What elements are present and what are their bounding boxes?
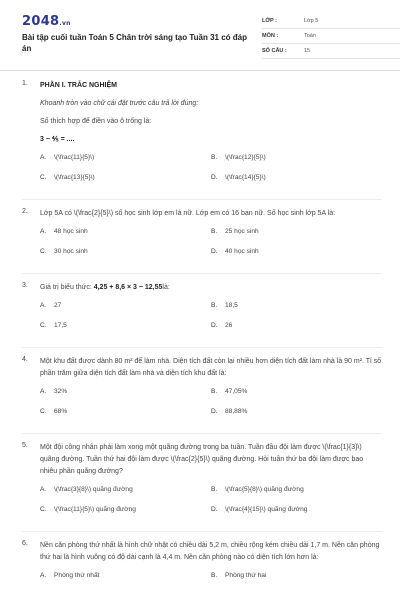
option-text: \(\frac{5}{8}\) quãng đường <box>225 486 304 493</box>
meta-value: Toán <box>304 33 316 39</box>
options <box>40 226 382 266</box>
option-a[interactable] <box>40 152 211 164</box>
question-divider <box>22 433 382 434</box>
option-text: 18,5 <box>225 302 238 309</box>
option-text: 47,05% <box>225 388 248 395</box>
option-a[interactable] <box>40 484 211 496</box>
header-divider <box>0 70 400 71</box>
option-text: 88,88% <box>225 408 248 415</box>
options <box>40 484 382 524</box>
option-letter: B. <box>211 154 218 161</box>
option-text: 30 học sinh <box>54 248 88 255</box>
question-text-suffix: là: <box>162 284 170 291</box>
logo-main: 2048 <box>22 14 60 29</box>
option-letter: A. <box>40 388 47 395</box>
logo-suffix: .vn <box>59 20 71 27</box>
option-letter: D. <box>211 506 218 513</box>
question-5 <box>22 442 382 524</box>
option-text: \(\frac{13}{5}\) <box>54 174 95 181</box>
question-number: 6. <box>22 540 28 547</box>
question-text: Một khu đất được dành 80 m² để làm nhà. Diện tích đất còn lại nhiều hơn diện tích đất làm nhà là 90 m². Tỉ số phần trăm giữa diện tích đất làm nhà và diện tích khu đất là: <box>40 358 381 377</box>
option-text: \(\frac{4}{15}\) quãng đường <box>225 506 308 513</box>
site-logo[interactable] <box>22 14 71 29</box>
option-text: 17,5 <box>54 322 67 329</box>
question-text: Nền căn phòng thứ nhất là hình chữ nhật có chiều dài 5,2 m, chiều rộng kém chiều dài 1,7 m. Nền căn phòng thứ hai là hình vuông có độ dài cạnh là 4,4 m. Nền căn phòng nào có diện tích lớn hơn là: <box>40 542 380 561</box>
option-c[interactable] <box>40 504 211 516</box>
option-letter: B. <box>211 572 218 579</box>
question-4 <box>22 356 382 426</box>
question-expression: 4,25 + 8,6 × 3 − 12,55 <box>93 284 163 291</box>
option-d[interactable] <box>211 172 382 184</box>
meta-row-subject <box>262 29 400 44</box>
instruction: Khoanh tròn vào chữ cái đặt trước câu trả lời đúng: <box>40 100 199 107</box>
option-letter: D. <box>211 248 218 255</box>
question-number: 3. <box>22 282 28 289</box>
option-c[interactable] <box>40 246 211 258</box>
question-divider <box>22 273 382 274</box>
option-a[interactable] <box>40 570 211 582</box>
question-text-prefix: Giá trị biểu thức: <box>40 284 94 291</box>
option-d[interactable] <box>211 504 382 516</box>
option-b[interactable] <box>211 152 382 164</box>
option-b[interactable] <box>211 484 382 496</box>
option-text: 32% <box>54 388 68 395</box>
options <box>40 300 382 340</box>
meta-key: SỐ CÂU : <box>262 48 287 54</box>
option-letter: C. <box>40 248 47 255</box>
meta-row-count <box>262 44 400 59</box>
option-letter: A. <box>40 486 47 493</box>
option-letter: D. <box>211 322 218 329</box>
option-letter: B. <box>211 302 218 309</box>
option-text: \(\frac{11}{5}\) quãng đường <box>54 506 136 513</box>
option-text: \(\frac{12}{5}\) <box>225 154 266 161</box>
option-b[interactable] <box>211 570 382 582</box>
meta-key: LỚP : <box>262 18 277 24</box>
options <box>40 570 382 590</box>
question-number: 1. <box>22 80 28 87</box>
option-b[interactable] <box>211 386 382 398</box>
option-a[interactable] <box>40 300 211 312</box>
option-letter: B. <box>211 228 218 235</box>
option-letter: A. <box>40 302 47 309</box>
option-letter: C. <box>40 506 47 513</box>
question-3 <box>22 282 382 340</box>
question-2 <box>22 208 382 266</box>
question-text: Một đội công nhân phải làm xong một quãng đường trong ba tuần. Tuần đầu đội làm được \(\frac{1}{3}\) quãng đường. Tuần thứ hai đội làm được \(\frac{2}{5}\) quãng đường. Hỏi tuần thứ ba đội làm được bao nhiêu phần quãng đường? <box>40 444 364 475</box>
option-letter: C. <box>40 322 47 329</box>
meta-value: Lớp 5 <box>304 18 319 24</box>
option-letter: D. <box>211 408 218 415</box>
option-text: \(\frac{14}{5}\) <box>225 174 266 181</box>
option-a[interactable] <box>40 386 211 398</box>
question-text: Số thích hợp để điền vào ô trống là: <box>40 118 152 125</box>
option-c[interactable] <box>40 172 211 184</box>
meta-row-class <box>262 14 400 29</box>
option-letter: C. <box>40 174 47 181</box>
question-number: 2. <box>22 208 28 215</box>
header <box>22 12 382 68</box>
option-b[interactable] <box>211 226 382 238</box>
question-1 <box>22 80 382 192</box>
document-title: Bài tập cuối tuần Toán 5 Chân trời sáng tạo Tuần 31 có đáp án <box>22 33 247 53</box>
meta-value: 15 <box>304 48 311 54</box>
document-meta <box>262 14 400 59</box>
meta-key: MÔN : <box>262 33 279 39</box>
option-letter: B. <box>211 486 218 493</box>
option-text: \(\frac{3}{8}\) quãng đường <box>54 486 133 493</box>
options <box>40 386 382 426</box>
option-letter: A. <box>40 228 47 235</box>
question-list <box>22 80 382 597</box>
option-text: 27 <box>54 302 62 309</box>
option-letter: D. <box>211 174 218 181</box>
option-text: 26 <box>225 322 233 329</box>
question-text <box>40 282 382 294</box>
option-a[interactable] <box>40 226 211 238</box>
option-d[interactable] <box>211 246 382 258</box>
question-text: Lớp 5A có \(\frac{2}{5}\) số học sinh lớp em là nữ. Lớp em có 16 bạn nữ. Số học sinh lớp 5A là: <box>40 210 336 217</box>
option-text: 68% <box>54 408 68 415</box>
expression: 3 − ⅘ = .... <box>40 136 75 143</box>
option-b[interactable] <box>211 300 382 312</box>
option-letter: A. <box>40 572 47 579</box>
option-letter: C. <box>40 408 47 415</box>
options <box>40 152 382 192</box>
option-c[interactable] <box>40 320 211 332</box>
option-d[interactable] <box>211 320 382 332</box>
option-text: Phòng thứ nhất <box>54 572 100 579</box>
option-c[interactable] <box>40 406 211 418</box>
question-divider <box>22 347 382 348</box>
option-text: 48 học sinh <box>54 228 88 235</box>
question-number: 5. <box>22 442 28 449</box>
question-number: 4. <box>22 356 28 363</box>
section-title: PHẦN I. TRẮC NGHIỆM <box>40 82 117 89</box>
option-text: \(\frac{11}{5}\) <box>54 154 95 161</box>
option-text: Phòng thứ hai <box>225 572 267 579</box>
option-letter: A. <box>40 154 47 161</box>
option-letter: B. <box>211 388 218 395</box>
question-6 <box>22 540 382 590</box>
option-d[interactable] <box>211 406 382 418</box>
question-divider <box>22 199 382 200</box>
option-text: 25 học sinh <box>225 228 259 235</box>
question-divider <box>22 531 382 532</box>
option-text: 40 học sinh <box>225 248 259 255</box>
